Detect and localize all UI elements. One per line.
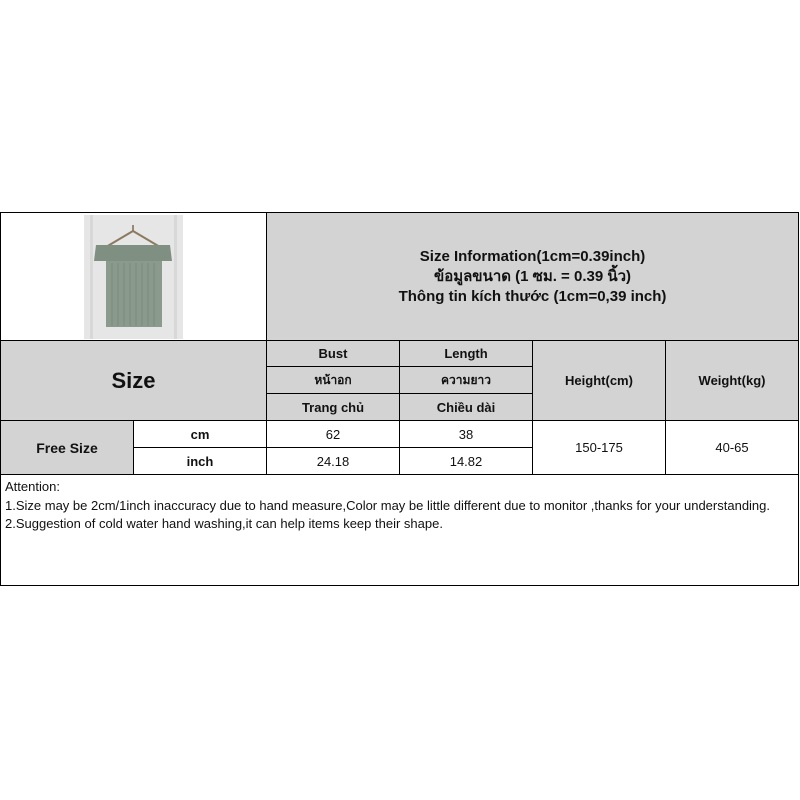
length-header-en: Length: [400, 341, 533, 367]
size-info-header: [267, 213, 799, 341]
size-title: Size: [1, 341, 267, 421]
product-photo: [84, 215, 183, 339]
length-header-vi: Chiều dài: [400, 394, 533, 421]
unit-inch: inch: [134, 448, 267, 475]
product-photo-cell: [1, 213, 267, 341]
attention-heading: Attention:: [5, 479, 60, 494]
bust-cm-value: 62: [267, 421, 400, 448]
length-inch-value: 14.82: [400, 448, 533, 475]
height-header: Height(cm): [533, 341, 666, 421]
weight-header: Weight(kg): [666, 341, 799, 421]
size-info-vietnamese: Thông tin kích thước (1cm=0,39 inch): [398, 287, 667, 305]
garment-illustration: [84, 215, 183, 339]
attention-note-2: 2.Suggestion of cold water hand washing,it can help items keep their shape.: [5, 516, 443, 531]
attention-note-1: 1.Size may be 2cm/1inch inaccuracy due to hand measure,Color may be little different due to monitor ,thanks for your understanding.: [5, 497, 771, 513]
free-size-label: Free Size: [1, 421, 134, 475]
attention-notes: [1, 475, 799, 586]
height-value: 150-175: [533, 421, 666, 475]
weight-value: 40-65: [666, 421, 799, 475]
length-header-th: ความยาว: [400, 367, 533, 394]
size-chart-table: [0, 212, 799, 586]
size-info-english: Size Information(1cm=0.39inch): [419, 247, 646, 265]
bust-header-en: Bust: [267, 341, 400, 367]
bust-inch-value: 24.18: [267, 448, 400, 475]
length-cm-value: 38: [400, 421, 533, 448]
bust-header-vi: Trang chủ: [267, 394, 400, 421]
bust-header-th: หน้าอก: [267, 367, 400, 394]
size-info-thai: ข้อมูลขนาด (1 ซม. = 0.39 นิ้ว): [433, 267, 632, 285]
unit-cm: cm: [134, 421, 267, 448]
size-chart-sheet: [0, 212, 798, 585]
